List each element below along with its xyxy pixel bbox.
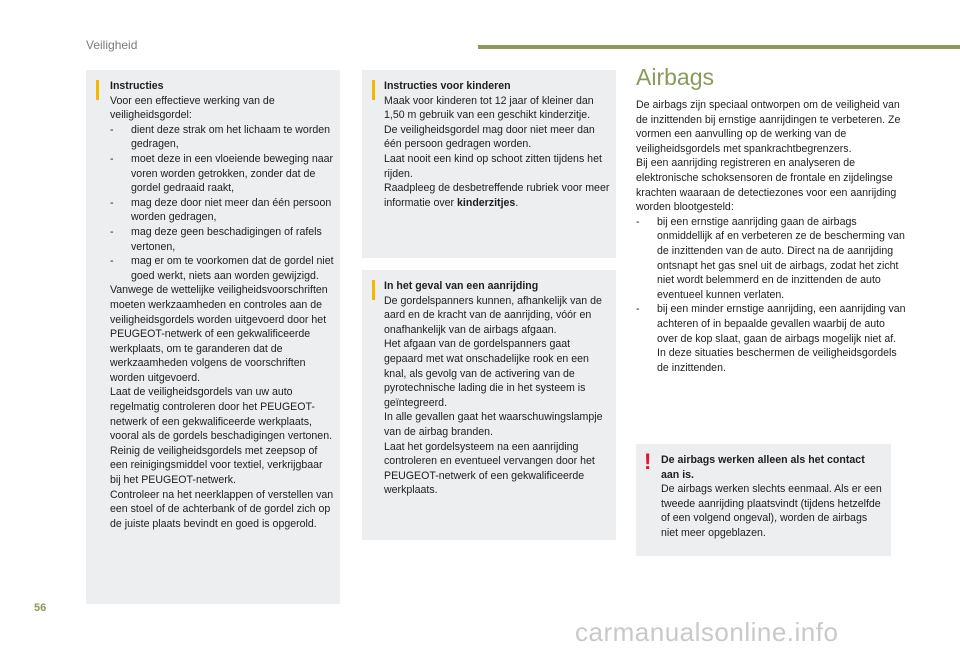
list-item: - mag deze door niet meer dan één persoon worden gedragen, — [110, 196, 332, 224]
aanrijding-panel — [362, 270, 616, 540]
warning-icon: ! — [644, 449, 652, 474]
list-item: - dient deze strak om het lichaam te worden gedragen, — [110, 123, 331, 151]
info-icon — [96, 80, 99, 100]
kinderzitjes-reference: kinderzitjes — [457, 196, 516, 209]
kinderen-paragraph: Raadpleeg de desbetreffende rubriek voor meer informatie over kinderzitjes. — [384, 182, 610, 209]
info-icon — [372, 280, 375, 300]
aanrijding-paragraph: Het afgaan van de gordelspanners gaat gepaard met wat onschadelijke rook en een knal, als gevolg van de activering van de pyrotechnische lading die in het systeem is geïntegreerd. — [384, 338, 589, 409]
list-item: - mag er om te voorkomen dat de gordel niet goed werkt, niets aan worden gewijzigd. — [110, 255, 334, 282]
page-section-title: Veiligheid — [86, 38, 138, 52]
header-rule — [478, 45, 960, 49]
info-icon — [372, 80, 375, 100]
watermark: carmanualsonline.info — [575, 617, 839, 647]
list-item: - moet deze in een vloeiende beweging naar voren worden getrokken, zonder dat de gordel gedraaid raakt, — [110, 152, 334, 195]
list-item: - bij een minder ernstige aanrijding, een aanrijding van achteren of in bepaalde gevallen waarbij de auto over de kop slaat, gaan de airbags mogelijk niet af. In deze situaties beschermen de veiligheidsgordels de inzittenden. — [636, 303, 906, 374]
instructies-panel — [86, 70, 340, 604]
instructies-intro: Voor een effectieve werking van de veiligheidsgordel: — [110, 94, 275, 122]
instructies-list — [110, 123, 334, 284]
instructies-paragraph: Reinig de veiligheidsgordels met zeepsop of een reinigingsmiddel voor textiel, verkrijgbaar bij het PEUGEOT-netwerk. — [110, 444, 323, 487]
list-item: - bij een ernstige aanrijding gaan de airbags onmiddellijk af en verbeteren ze de bescherming van de inzittenden van de auto. Direct na de aanrijding ontsnapt het gas snel uit de airbags, zodat het zicht niet wordt belemmerd en de inzittenden de auto eventueel kunnen verlaten. — [636, 215, 905, 301]
instructies-paragraph: Laat de veiligheidsgordels van uw auto regelmatig controleren door het PEUGEOT-netwerk of een gekwalificeerde werkplaats, vooral als de gordels beschadigingen vertonen. — [110, 386, 333, 443]
airbags-warning-panel — [636, 444, 891, 556]
instructies-paragraph: Controleer na het neerklappen of verstellen van een stoel of de achterbank of de gordel zich op de juiste plaats bevindt en goed is opgerold. — [110, 488, 334, 530]
list-item: - mag deze geen beschadigingen of rafels vertonen, — [110, 225, 322, 253]
warning-title: De airbags werken alleen als het contact aan is. — [661, 454, 865, 481]
aanrijding-title: In het geval van een aanrijding — [384, 280, 539, 292]
kinderen-paragraph: Laat nooit een kind op schoot zitten tijdens het rijden. — [384, 152, 602, 180]
page-number: 56 — [34, 602, 47, 614]
airbags-paragraph: Bij een aanrijding registreren en analyseren de elektronische schoksensoren de frontale en zijdelingse krachten waaraan de detectiezones voor een aanrijding worden blootgesteld: — [636, 157, 897, 214]
aanrijding-paragraph: In alle gevallen gaat het waarschuwingslampje van de airbag branden. — [384, 411, 603, 438]
kinderen-paragraph: Maak voor kinderen tot 12 jaar of kleiner dan 1,50 m gebruik van een geschikt kinderzitje. — [384, 94, 594, 122]
kinderen-paragraph: De veiligheidsgordel mag door niet meer dan één persoon gedragen worden. — [384, 123, 595, 151]
kinderen-panel — [362, 70, 616, 258]
warning-text: De airbags werken slechts eenmaal. Als er een tweede aanrijding plaatsvindt (tijdens hetzelfde of een volgend ongeval), worden de airbags niet meer opgeblazen. — [661, 483, 882, 539]
kinderen-title: Instructies voor kinderen — [384, 80, 511, 92]
airbags-heading: Airbags — [636, 64, 714, 90]
instructies-paragraph: Vanwege de wettelijke veiligheidsvoorschriften moeten werkzaamheden en controles aan de veiligheidsgordels worden uitgevoerd door het PEUGEOT-netwerk of een gekwalificeerde werkplaats, om te garanderen dat de werkzaamheden volgens de voorschriften worden uitgevoerd. — [110, 284, 328, 384]
airbags-body — [636, 98, 906, 375]
instructies-title: Instructies — [110, 80, 164, 92]
aanrijding-paragraph: De gordelspanners kunnen, afhankelijk van de aard en de kracht van de aanrijding, vóór en onafhankelijk van de airbags afgaan. — [384, 294, 602, 336]
aanrijding-paragraph: Laat het gordelsysteem na een aanrijding controleren en eventueel vervangen door het PEUGEOT-netwerk of een gekwalificeerde werkplaats. — [384, 440, 595, 497]
airbags-paragraph: De airbags zijn speciaal ontworpen om de veiligheid van de inzittenden bij ernstige aanrijdingen te verbeteren. Ze vormen een aanvulling op de werking van de veiligheidsgordels met spankrachtbegrenzers. — [636, 99, 901, 155]
airbags-list — [636, 215, 906, 376]
